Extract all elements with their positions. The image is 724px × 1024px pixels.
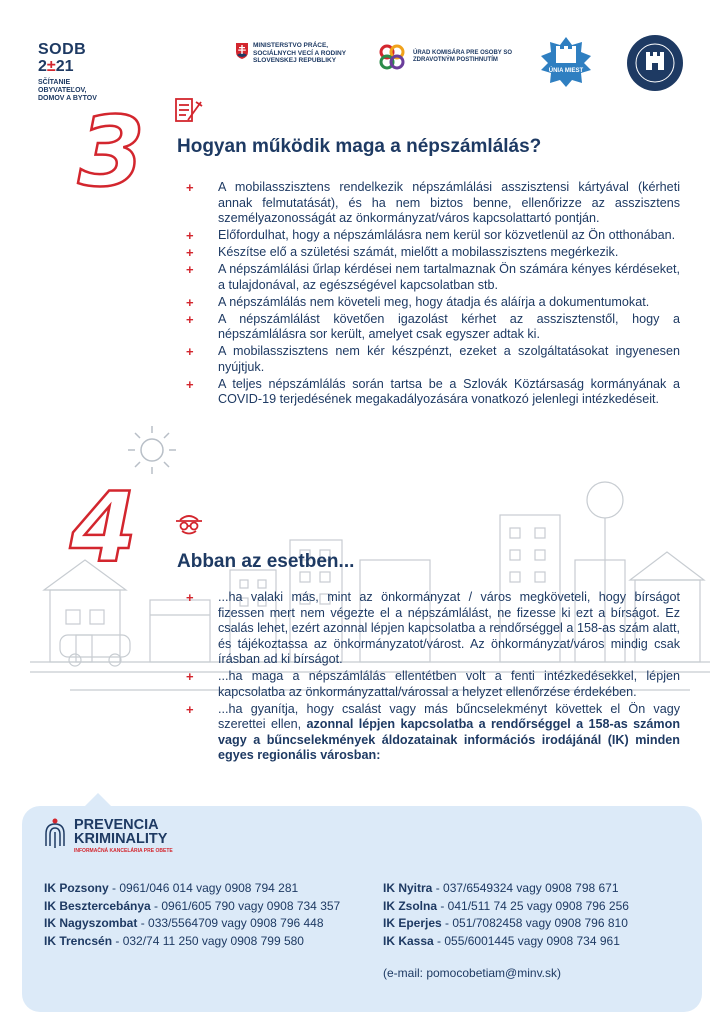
list-item-text: A mobilasszisztens rendelkezik népszámlálási asszisztensi kártyával (kérheti annak felmutatását), és ha nem biztos benne, ellenőrizze az asszisztens személyazonosságát az önkormányzat/város kapcsolattartó pontján. (218, 180, 680, 225)
sodb-subtitle: SČÍTANIE OBYVATEĽOV, DOMOV A BYTOV (38, 79, 97, 102)
sodb-title: SODB (38, 41, 87, 58)
list-item (186, 590, 680, 668)
contact-row (44, 880, 340, 898)
plus-bullet-icon: + (186, 311, 194, 327)
office-phones: - 041/511 74 25 vagy 0908 796 256 (437, 898, 629, 913)
list-item-text: A népszámlálási űrlap kérdései nem tartalmaznak Ön számára kényes kérdéseket, a tulajdonával, az egészségével kapcsolatban stb. (218, 262, 680, 292)
urad-name: ÚRAD KOMISÁRA PRE OSOBY SO ZDRAVOTNÝM POSTIHNUTÍM (413, 49, 513, 63)
fingerprint-icon (42, 818, 68, 854)
sodb-year-left: 2 (38, 58, 47, 75)
plus-bullet-icon: + (186, 344, 194, 359)
office-name: IK Besztercebánya (44, 898, 151, 913)
office-name: IK Trencsén (44, 933, 113, 948)
contact-row (383, 880, 629, 898)
plus-bullet-icon: + (186, 669, 194, 684)
list-item (186, 669, 680, 700)
prevencia-kriminality-logo (42, 818, 173, 854)
plus-bullet-icon: + (186, 228, 194, 243)
office-phones: - 037/6549324 vagy 0908 798 671 (432, 881, 619, 895)
plus-bullet-icon: + (186, 245, 194, 260)
contact-row (44, 898, 340, 916)
form-pen-icon (174, 96, 204, 124)
prevencia-kriminality-text (74, 818, 173, 854)
pk-subtitle: INFORMAČNÁ KANCELÁRIA PRE OBETE (74, 848, 173, 854)
contact-row (383, 933, 629, 951)
contacts-left (44, 880, 340, 950)
plus-bullet-icon: + (186, 294, 194, 310)
office-phones: - 0961/605 790 vagy 0908 734 357 (150, 898, 341, 913)
office-name: IK Nyitra (383, 881, 433, 895)
section-number-4: 4 (70, 472, 137, 584)
office-phones: - 0961/046 014 vagy 0908 794 281 (108, 881, 299, 895)
unia-miest-logo (539, 35, 593, 89)
contacts-right (383, 880, 629, 950)
office-name: IK Eperjes (383, 916, 442, 930)
list-item (186, 228, 680, 244)
plus-bullet-icon: + (186, 180, 194, 195)
office-name: IK Nagyszombat (44, 916, 138, 930)
office-name: IK Kassa (383, 933, 434, 948)
contact-row (44, 915, 340, 933)
contact-row (44, 933, 340, 951)
list-item-text: Készítse elő a születési számát, mielőtt a mobilasszisztens megérkezik. (218, 245, 619, 259)
list-item (186, 702, 680, 764)
list-item-text: A népszámlálás nem követeli meg, hogy átadja és aláírja a dokumentumokat. (218, 294, 650, 309)
section-4-heading: Abban az esetben... (177, 551, 355, 572)
plus-bullet-icon: + (186, 262, 194, 277)
sodb-year (38, 58, 128, 75)
sodb-year-right: 21 (55, 58, 74, 75)
plus-bullet-icon: + (186, 376, 194, 392)
office-phones: - 033/5564709 vagy 0908 796 448 (137, 916, 324, 930)
urad-komisara-logo (377, 42, 525, 72)
list-item-text: A népszámlálást követően igazolást kérhet az asszisztenstől, hogy a népszámlálásra sor került, amelyet csak egyszer adtak ki. (218, 311, 680, 341)
list-item (186, 312, 680, 343)
list-item-text: A teljes népszámlálás során tartsa be a Szlovák Köztársaság kormányának a COVID-19 terjedésének megakadályozására vonatkozó jelenlegi intézkedéseit. (218, 376, 680, 406)
sodb-2021-logo (38, 42, 128, 103)
pk-title-line2: KRIMINALITY (74, 831, 168, 847)
section-3-list (186, 180, 680, 409)
unia-text: ÚNIA MIEST (548, 68, 584, 74)
list-item-text: ...ha valaki más, mint az önkormányzat / város megköveteli, hogy bírságot fizessen mert nem végezte el a népszámlálást, ne fizesse ki ezt a bírságot. Ez csalás lehet, ezért azonnal lépjen kapcsolatba a rendőrséggel a 158-as szám alatt, és tájékoztassa az önkormányzatot/várost. Az önkormányzat/város mindig csak írásban ad ki bírságot. (218, 590, 680, 666)
rings-icon (377, 42, 407, 72)
box-notch (84, 793, 112, 807)
section-number-3: 3 (78, 96, 145, 208)
sodb-plus: ± (46, 58, 56, 75)
list-item (186, 377, 680, 408)
spy-icon (174, 510, 204, 536)
sun-icon (126, 424, 178, 476)
email-link[interactable]: (e-mail: pomocobetiam@minv.sk) (383, 966, 562, 980)
list-item-text-plain: ...ha gyanítja, hogy csalást vagy más bűncselekményt követtek el Ön vagy szerettei ellen, (218, 701, 680, 731)
list-item (186, 180, 680, 227)
section-3-heading: Hogyan működik maga a népszámlálás? (177, 136, 542, 157)
list-item (186, 245, 680, 261)
list-item-text: ...ha maga a népszámlálás ellentétben volt a fenti intézkedésekkel, lépjen kapcsolatba az önkormányzattal/várossal a helyzet ellenőrzése érdekében. (218, 669, 680, 699)
office-name: IK Zsolna (383, 898, 438, 913)
list-item (186, 295, 680, 311)
ministry-logo (235, 42, 353, 65)
list-item-text: Előfordulhat, hogy a népszámlálásra nem kerül sor közvetlenül az Ön otthonában. (218, 228, 676, 242)
section-4-list (186, 590, 680, 765)
zmos-seal-logo (626, 34, 684, 92)
office-phones: - 051/7082458 vagy 0908 796 810 (441, 916, 628, 930)
office-phones: - 032/74 11 250 vagy 0908 799 580 (112, 933, 304, 948)
contact-row (383, 915, 629, 933)
list-item-text: A mobilasszisztens nem kér készpénzt, ezeket a szolgáltatásokat ingyenesen nyújtjuk. (218, 344, 680, 374)
office-phones: - 055/6001445 vagy 0908 734 961 (433, 933, 620, 948)
pk-title-line1: PREVENCIA (74, 817, 159, 833)
list-item (186, 262, 680, 293)
list-item-text-bold: azonnal lépjen kapcsolatba a rendőrséggel a 158-as számon vagy a bűncselekmények áldozatainak információs irodájánál (IK) minden egyes regionális városban: (218, 717, 681, 762)
list-item (186, 344, 680, 375)
slovak-crest-icon (235, 42, 249, 60)
ministry-name: MINISTERSTVO PRÁCE, SOCIÁLNYCH VECÍ A RODINY SLOVENSKEJ REPUBLIKY (253, 42, 346, 64)
plus-bullet-icon: + (186, 701, 194, 717)
office-name: IK Pozsony (44, 881, 109, 895)
plus-bullet-icon: + (186, 590, 194, 605)
contact-row (383, 898, 629, 916)
